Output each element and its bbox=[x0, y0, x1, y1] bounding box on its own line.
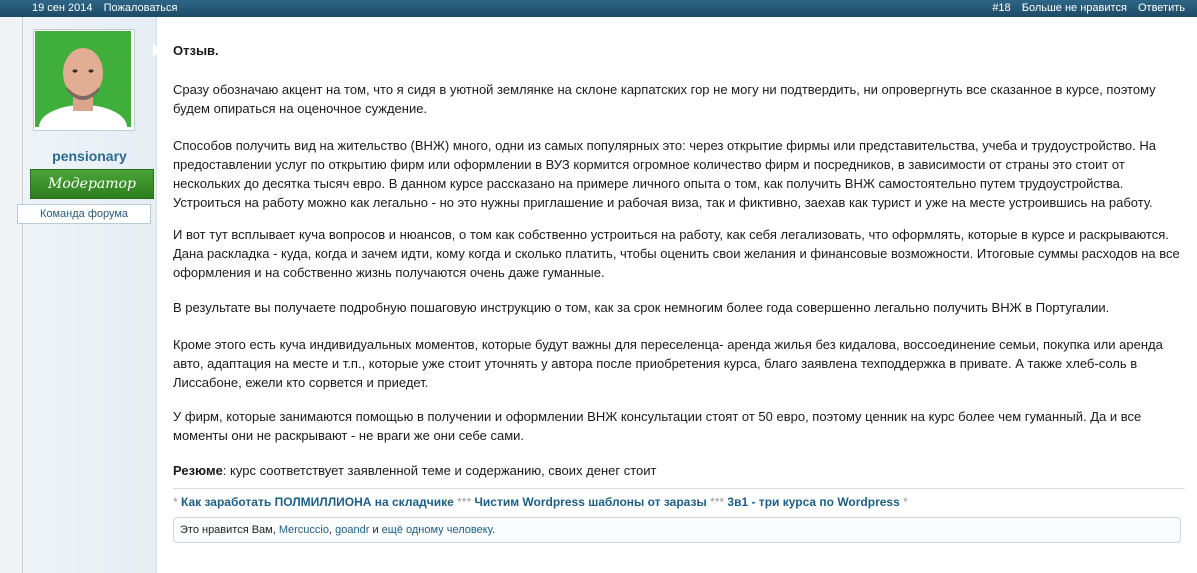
resume-line bbox=[173, 461, 1185, 480]
likes-dot: . bbox=[492, 524, 496, 536]
post-meta-right bbox=[984, 0, 1185, 17]
reply-link[interactable]: Ответить bbox=[1137, 2, 1185, 14]
signature-link-1[interactable]: Как заработать ПОЛМИЛЛИОНА на складчике bbox=[181, 495, 454, 509]
post-paragraph: Сразу обозначаю акцент на том, что я сидя в уютной землянке на склоне карпатских гор не могу ни подтвердить, ни опровергнуть все сказанное в курсе, поэтому будем опираться на оценочное суждение. bbox=[173, 82, 1156, 116]
post-heading: Отзыв. bbox=[173, 43, 219, 58]
unlike-link[interactable]: Больше не нравится bbox=[1021, 2, 1127, 14]
post-header-bar bbox=[0, 0, 1197, 17]
username[interactable]: pensionary bbox=[52, 148, 127, 164]
post-number-link[interactable]: #18 bbox=[992, 2, 1011, 14]
signature-separator: *** bbox=[710, 495, 725, 509]
report-link[interactable]: Пожаловаться bbox=[103, 2, 178, 14]
likes-and: и bbox=[372, 524, 379, 536]
user-info-sidebar bbox=[23, 17, 157, 573]
resume-text: : курс соответствует заявленной теме и содержанию, своих денег стоит bbox=[222, 463, 657, 478]
speech-arrow bbox=[153, 43, 161, 57]
post-paragraph: У фирм, которые занимаются помощью в получении и оформлении ВНЖ консультации стоят от 50 евро, поэтому ценник на курс более чем гуманный. Да и все моменты они не раскрывают - не враги же они себе сами. bbox=[173, 409, 1142, 443]
post-paragraph: Способов получить вид на жительство (ВНЖ) много, одни из самых популярных это: через открытие фирмы или представительства, учеба и трудоустройство. На предоставлении услуг по открытию фирм или оформлении в ВУЗ кормится огромное количество фирм и посредников, в зависимости от страны это стоит от нескольких до десятка тысяч евро. В данном курсе рассказано на примере личного опыта о том, как получить ВНЖ самостоятельно путем трудоустройства. Устроиться на работу можно как легально - но это нужны приглашение и рабочая виза, так и фиктивно, заехав как турист и уже на месте устроившись на работу. bbox=[173, 138, 1157, 210]
signature-star: * bbox=[903, 495, 908, 509]
signature bbox=[173, 488, 1185, 512]
likes-summary bbox=[173, 517, 1181, 543]
post-paragraph: Кроме этого есть куча индивидуальных моментов, которые будут важны для переселенца- аренда жилья без кидалова, воссоединение семьи, покупка или аренда авто, адаптация на месте и т.п., которые уже стоит уточнять у автора после приобретения курса, благо заявлена техподдержка в привате. А также хлеб-соль в Лиссабоне, ежели кто сорвется и приедет. bbox=[173, 337, 1163, 390]
post-meta-left bbox=[32, 0, 185, 17]
role-badge: Модератор bbox=[30, 169, 154, 199]
like-user-link[interactable]: goandr bbox=[335, 524, 370, 536]
signature-link-3[interactable]: 3в1 - три курса по Wordpress bbox=[727, 495, 900, 509]
likes-prefix: Это нравится Вам, bbox=[180, 524, 276, 536]
resume-label: Резюме bbox=[173, 463, 223, 478]
signature-link-2[interactable]: Чистим Wordpress шаблоны от заразы bbox=[474, 495, 707, 509]
like-user-link[interactable]: Mercuccio bbox=[278, 524, 329, 536]
likes-comma: , bbox=[328, 524, 333, 536]
team-label[interactable]: Команда форума bbox=[17, 204, 151, 224]
signature-star: * bbox=[173, 495, 178, 509]
post-paragraph: В результате вы получаете подробную пошаговую инструкцию о том, как за срок немногим более года совершенно легально получить ВНЖ в Португалии. bbox=[173, 300, 1110, 315]
signature-separator: *** bbox=[457, 495, 472, 509]
post-container bbox=[22, 17, 1197, 573]
avatar-image bbox=[35, 31, 131, 127]
likes-others-link[interactable]: ещё одному человеку bbox=[381, 524, 493, 536]
avatar[interactable] bbox=[33, 29, 135, 131]
post-date[interactable]: 19 сен 2014 bbox=[32, 2, 93, 14]
post-paragraph: И вот тут всплывает куча вопросов и нюансов, о том как собственно устроиться на работу, как себя легализовать, что оформлять, которые в курсе и раскрываются. Дана раскладка - куда, когда и зачем идти, кому когда и сколько платить, чтобы оценить свои желания и финансовые возможности. Итоговые суммы расходов на все оформления и на собственно жизнь получаются очень даже гуманные. bbox=[173, 227, 1180, 280]
